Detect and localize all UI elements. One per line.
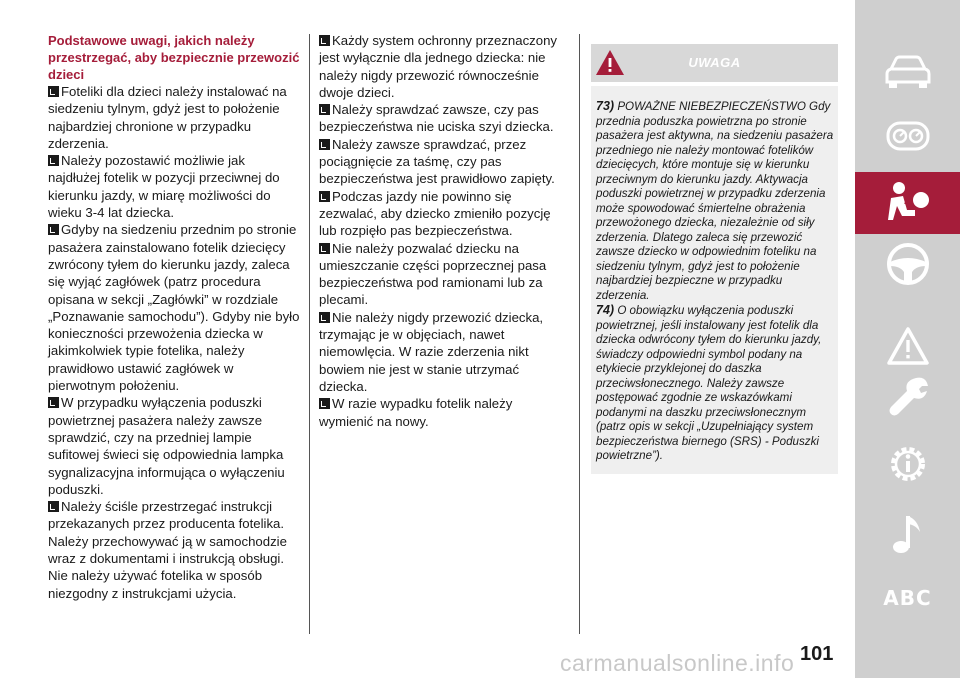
sidebar-item-index[interactable] bbox=[855, 574, 960, 622]
checkbox-bullet-icon bbox=[319, 104, 330, 115]
warning-triangle-icon bbox=[887, 327, 929, 365]
bullet-paragraph bbox=[48, 152, 300, 221]
checkbox-bullet-icon bbox=[48, 224, 59, 235]
car-icon bbox=[885, 55, 931, 89]
bullet-text: Nie należy nigdy przewozić dziecka, trzymając je w objęciach, nawet niemowlęcia. W razie zderzenia nikt bowiem nie jest w stanie utrzymać dziecka. bbox=[319, 309, 544, 394]
bullet-text: Gdyby na siedzeniu przednim po stronie pasażera zainstalowano fotelik dziecięcy zwrócony tyłem do kierunku jazdy, zaleca się wyjąć zagłówek (patrz procedura opisana w sekcji „Zagłówki” w rozdziale „Poznawanie samochodu”). Gdyby nie było konieczności przewożenia dziecka w jakimkolwiek typie fotelika, należy prawidłowo ustawić zagłówek w pierwotnym położeniu. bbox=[48, 222, 300, 394]
bullet-text: Należy ściśle przestrzegać instrukcji przekazanych przez producenta fotelika. Należy przechowywać ją w samochodzie wraz z dokumentami i instrukcją obsługi. Nie należy używać fotelika w sposób niezgodny z instrukcjami użycia. bbox=[48, 499, 287, 601]
bullet-paragraph bbox=[319, 136, 569, 188]
bullet-paragraph bbox=[48, 394, 300, 498]
bullet-paragraph bbox=[319, 188, 569, 240]
bullet-text: Należy sprawdzać zawsze, czy pas bezpieczeństwa nie uciska szyi dziecka. bbox=[319, 102, 554, 135]
warning-body bbox=[591, 86, 838, 474]
index-abc-label: ABC bbox=[883, 586, 932, 610]
checkbox-bullet-icon bbox=[48, 155, 59, 166]
checkbox-bullet-icon bbox=[48, 501, 59, 512]
section-heading: Podstawowe uwagi, jakich należy przestrzegać, aby bezpiecznie przewozić dzieci bbox=[48, 33, 300, 82]
bullet-text: Podczas jazdy nie powinno się zezwalać, aby dziecko zmieniło pozycję lub rozpięło pas bezpieczeństwa. bbox=[319, 188, 551, 239]
sidebar-item-car[interactable] bbox=[855, 48, 960, 96]
page-number: 101 bbox=[800, 643, 834, 665]
bullet-text: Należy zawsze sprawdzać, przez pociągnięcie za taśmę, czy pas bezpieczeństwa jest prawidłowo zapięty. bbox=[319, 136, 555, 187]
checkbox-bullet-icon bbox=[319, 191, 330, 202]
bullet-paragraph bbox=[319, 395, 569, 430]
checkbox-bullet-icon bbox=[319, 139, 330, 150]
warning-header bbox=[591, 44, 838, 82]
bullet-list-middle bbox=[319, 32, 569, 430]
warning-box bbox=[591, 44, 838, 474]
sidebar-item-multimedia[interactable] bbox=[855, 510, 960, 558]
bullet-list-left bbox=[48, 83, 300, 602]
bullet-paragraph bbox=[319, 309, 569, 395]
watermark: carmanualsonline.info bbox=[560, 650, 795, 676]
bullet-text: Każdy system ochronny przeznaczony jest wyłącznie dla jednego dziecka: nie należy nigdy przewozić równocześnie dwoje dzieci. bbox=[319, 33, 558, 100]
bullet-paragraph bbox=[319, 240, 569, 309]
sidebar-item-technical-data[interactable] bbox=[855, 440, 960, 488]
note-number: 74) bbox=[596, 303, 615, 317]
column-divider bbox=[579, 34, 580, 634]
checkbox-bullet-icon bbox=[48, 86, 59, 97]
bullet-text: Nie należy pozwalać dziecku na umieszczanie części poprzecznej pasa bezpieczeństwa pod ramionami lub za plecami. bbox=[319, 240, 547, 308]
bullet-paragraph bbox=[319, 101, 569, 136]
sidebar-item-dashboard[interactable] bbox=[855, 112, 960, 160]
checkbox-bullet-icon bbox=[319, 312, 330, 323]
music-note-icon bbox=[890, 512, 926, 556]
bullet-text: W razie wypadku fotelik należy wymienić na nowy. bbox=[319, 396, 513, 429]
checkbox-bullet-icon bbox=[319, 243, 330, 254]
steering-wheel-icon bbox=[886, 242, 930, 286]
warning-note bbox=[596, 303, 834, 464]
bullet-paragraph bbox=[48, 498, 300, 602]
bullet-paragraph bbox=[48, 221, 300, 394]
sidebar-item-maintenance[interactable] bbox=[855, 372, 960, 420]
info-gear-icon bbox=[886, 442, 930, 486]
bullet-text: W przypadku wyłączenia poduszki powietrznej pasażera należy zawsze sprawdzić, czy na przedniej lampie sufitowej świeci się odpowiednia lampka sygnalizacyjna informująca o wyłączeniu poduszki. bbox=[48, 395, 285, 497]
checkbox-bullet-icon bbox=[48, 397, 59, 408]
note-number: 73) bbox=[596, 99, 615, 113]
note-text: O obowiązku wyłączenia poduszki powietrznej, jeśli instalowany jest fotelik dla dziecka odwrócony tyłem do kierunku jazdy, świadczy odpowiedni symbol podany na etykiecie przyklejonej do daszka przeciwsłonecznego. Należy zawsze postępować zgodnie ze wskazówkami podanymi na daszku przeciwsłonecznym (patrz opis w sekcji „Uzupełniający system bezpieczeństwa biernego (SRS) - Poduszki powietrzne”). bbox=[596, 304, 822, 462]
sidebar-item-driving[interactable] bbox=[855, 240, 960, 288]
warning-title: UWAGA bbox=[688, 55, 741, 70]
warning-note bbox=[596, 99, 834, 303]
note-text: POWAŻNE NIEBEZPIECZEŃSTWO Gdy przednia poduszka powietrzna po stronie pasażera jest aktywna, na siedzeniu pasażera przedniego nie należy montować fotelików dziecięcych, które montuje się w kierunku przeciwnym do kierunku jazdy. Aktywacja poduszki powietrznej w przypadku zderzenia może spowodować śmiertelne obrażenia przewożonego dziecka, niezależnie od siły zderzenia. Dlatego zaleca się przewozić zawsze dziecko w odpowiednim foteliku na siedzeniu tylnym, gdyż jest to położenie najbardziej bezpieczne w przypadku zderzenia. bbox=[596, 100, 834, 302]
checkbox-bullet-icon bbox=[319, 35, 330, 46]
sidebar-item-safety[interactable] bbox=[855, 172, 960, 234]
bullet-paragraph bbox=[48, 83, 300, 152]
dashboard-gauges-icon bbox=[886, 121, 930, 151]
bullet-text: Foteliki dla dzieci należy instalować na siedzeniu tylnym, gdyż jest to położenie najbardziej chronione w przypadku zderzenia. bbox=[48, 84, 287, 151]
column-middle bbox=[319, 32, 569, 430]
airbag-passenger-icon bbox=[885, 180, 931, 226]
chapter-sidebar bbox=[855, 0, 960, 678]
column-left bbox=[48, 32, 300, 602]
wrench-icon bbox=[886, 374, 930, 418]
column-divider bbox=[309, 34, 310, 634]
sidebar-item-emergency[interactable] bbox=[855, 322, 960, 370]
checkbox-bullet-icon bbox=[319, 398, 330, 409]
bullet-text: Należy pozostawić możliwie jak najdłużej fotelik w pozycji przeciwnej do kierunku jazdy, w miarę możliwości do wieku 3-4 lat dziecka. bbox=[48, 153, 280, 221]
bullet-paragraph bbox=[319, 32, 569, 101]
